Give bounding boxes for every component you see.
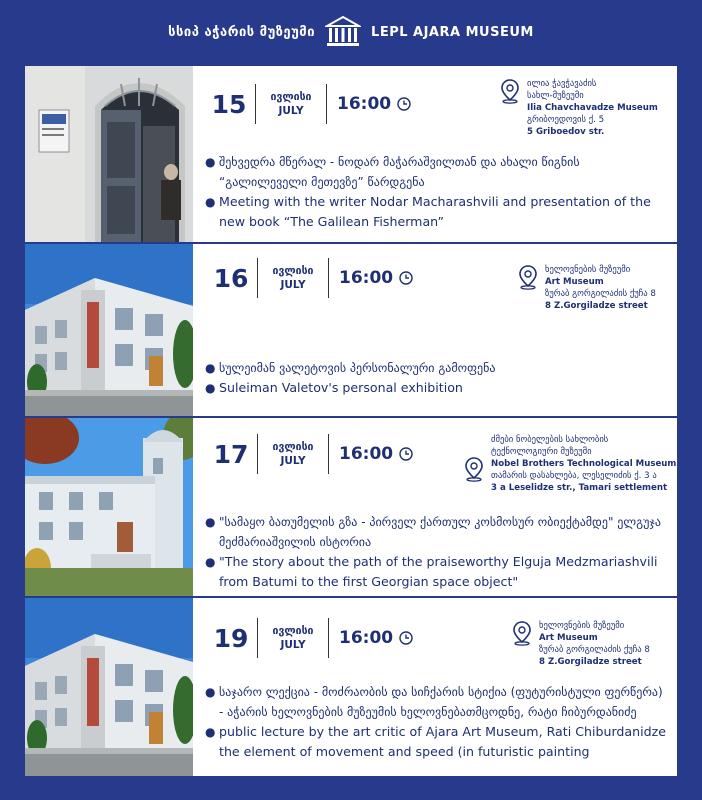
month-geo: ივლისი <box>270 91 312 103</box>
event-date <box>211 258 413 298</box>
divider <box>328 258 329 298</box>
clock-icon <box>397 97 411 111</box>
event-time: 16:00 <box>339 444 394 464</box>
event-day: 16 <box>213 263 249 293</box>
event-venue <box>499 78 658 138</box>
venue-en: Nobel Brothers Technological Museum <box>491 459 677 469</box>
event-card-19 <box>25 598 677 776</box>
address-geo: ზურაბ გორგილაძის ქუჩა 8 <box>545 289 656 299</box>
event-photo-door <box>25 66 193 242</box>
event-content <box>193 418 677 596</box>
event-photo-nobel-museum <box>25 418 193 596</box>
venue-geo-line: ილია ჭავჭავაძის <box>527 79 597 89</box>
month-en: JULY <box>280 279 306 291</box>
event-time: 16:00 <box>339 628 394 648</box>
desc-en: public lecture by the art critic of Ajara Art Museum, Rati Chiburdanidze the element of movement and speed (in futuristic painting <box>219 724 666 759</box>
event-description: ● სულეიმან ვალეტოვის პერსონალური გამოფენა ● Suleiman Valetov's personal exhibition <box>205 358 667 398</box>
desc-geo: საჯარო ლექცია - მოძრაობის და სიჩქარის სტიქია (ფუტურისტული ფერწერა) - აჭარის ხელოვნების მუზეუმის ხელოვნებათმცოდნე, რატი ჩიბურდანიძე <box>219 685 663 719</box>
address-geo: თამარის დასახლება, ლესელიძის ქ. 3 ა <box>491 471 657 481</box>
divider <box>257 618 258 658</box>
event-card-15 <box>25 66 677 242</box>
event-month <box>264 440 322 468</box>
event-date <box>211 434 413 474</box>
divider <box>257 258 258 298</box>
venue-en: Art Museum <box>545 277 604 287</box>
event-date <box>211 618 413 658</box>
page-header <box>0 0 702 64</box>
event-day: 17 <box>213 439 249 469</box>
divider <box>328 618 329 658</box>
venue-geo-line: ხელოვნების მუზეუმი <box>539 621 625 631</box>
address-en: 8 Z.Gorgiladze street <box>545 301 648 311</box>
location-pin-icon <box>517 264 539 290</box>
event-venue <box>511 620 650 668</box>
address-en: 3 a Leselidze str., Tamari settlement <box>491 483 668 493</box>
divider <box>255 84 256 124</box>
desc-geo: სულეიმან ვალეტოვის პერსონალური გამოფენა <box>219 361 496 375</box>
divider <box>328 434 329 474</box>
event-time: 16:00 <box>339 268 394 288</box>
event-photo-art-museum <box>25 244 193 416</box>
event-day: 15 <box>211 89 247 119</box>
divider <box>326 84 327 124</box>
venue-geo-line: სახლ-მუზეუმი <box>527 91 584 101</box>
desc-en: Suleiman Valetov's personal exhibition <box>219 380 463 395</box>
month-en: JULY <box>280 455 306 467</box>
desc-en: Meeting with the writer Nodar Macharashvili and presentation of the new book “The Galilean Fisherman” <box>219 194 651 229</box>
event-venue <box>463 434 676 494</box>
venue-geo-line: ძმები ნობელების სახლობის <box>491 435 609 445</box>
event-content <box>193 598 677 776</box>
event-content <box>193 244 677 416</box>
event-date <box>209 84 411 124</box>
divider <box>257 434 258 474</box>
event-day: 19 <box>213 623 249 653</box>
event-description: ● "სამაყო ბათუმელის გზა - პირველ ქართულ კოსმოსურ ობიექტამდე" ელგუჯა მეძმარიაშვილის ისტორია ● "The story about the path of the praiseworthy Elguja Medzmariashvili from Batumi to the first Georgian space object" <box>205 512 667 592</box>
event-photo-art-museum <box>25 598 193 776</box>
month-en: JULY <box>280 639 306 651</box>
header-geo-title: სსიპ აჭარის მუზეუმი <box>168 24 316 40</box>
clock-icon <box>399 631 413 645</box>
address-geo: ზურაბ გორგილაძის ქუჩა 8 <box>539 645 650 655</box>
address-en: 5 Griboedov str. <box>527 127 605 137</box>
event-card-16 <box>25 244 677 416</box>
venue-en: Ilia Chavchavadze Museum <box>527 103 658 113</box>
event-time: 16:00 <box>337 94 392 114</box>
month-geo: ივლისი <box>272 625 314 637</box>
event-content <box>193 66 677 242</box>
address-geo: გრიბოედოვის ქ. 5 <box>527 115 605 125</box>
clock-icon <box>399 447 413 461</box>
desc-geo: "სამაყო ბათუმელის გზა - პირველ ქართულ კოსმოსურ ობიექტამდე" ელგუჯა მეძმარიაშვილის ისტორია <box>219 515 661 549</box>
clock-icon <box>399 271 413 285</box>
month-en: JULY <box>278 105 304 117</box>
location-pin-icon <box>463 456 485 482</box>
location-pin-icon <box>499 78 521 104</box>
event-month <box>264 624 322 652</box>
event-month <box>262 90 320 118</box>
venue-en: Art Museum <box>539 633 598 643</box>
month-geo: ივლისი <box>272 265 314 277</box>
event-description: ● საჯარო ლექცია - მოძრაობის და სიჩქარის სტიქია (ფუტურისტული ფერწერა) - აჭარის ხელოვნების მუზეუმის ხელოვნებათმცოდნე, რატი ჩიბურდანიძე ● public lecture by the art critic of Ajara Art Museum, Rati Chiburdanidze the element of movement and speed (in futuristic painting <box>205 682 667 762</box>
museum-logo-icon <box>325 15 361 49</box>
event-venue <box>517 264 656 312</box>
desc-geo: შეხვედრა მწერალ - ნოდარ მაჭარაშვილთან და ახალი წიგნის “გალილეველი მეთევზე” წარდგენა <box>219 155 580 189</box>
event-card-17 <box>25 418 677 596</box>
header-eng-title: LEPL AJARA MUSEUM <box>371 24 534 40</box>
location-pin-icon <box>511 620 533 646</box>
event-month <box>264 264 322 292</box>
venue-geo-line: ტექნოლოგიური მუზეუმი <box>491 447 592 457</box>
address-en: 8 Z.Gorgiladze street <box>539 657 642 667</box>
desc-en: "The story about the path of the praiseworthy Elguja Medzmariashvili from Batumi to the first Georgian space object" <box>219 554 658 589</box>
month-geo: ივლისი <box>272 441 314 453</box>
event-description: ● შეხვედრა მწერალ - ნოდარ მაჭარაშვილთან და ახალი წიგნის “გალილეველი მეთევზე” წარდგენა ● Meeting with the writer Nodar Macharashvili and presentation of the new book “The Galilean Fisherman” <box>205 152 667 232</box>
venue-geo-line: ხელოვნების მუზეუმი <box>545 265 631 275</box>
